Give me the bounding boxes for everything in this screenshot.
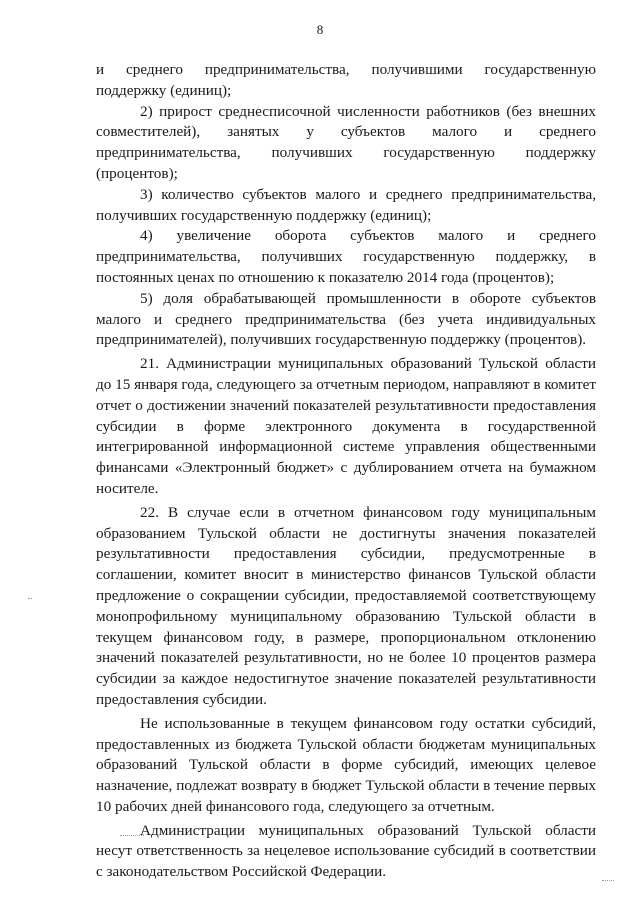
list-item-2: 2) прирост среднесписочной численности работников (без внешних совместителей), занятых у субъектов малого и среднего предпринимательства, получивших государственную поддержку (процентов); [96, 102, 596, 182]
page-number: 8 [316, 22, 324, 37]
list-item-5: 5) доля обрабатывающей промышленности в обороте субъектов малого и среднего предпринимательства (без учета индивидуальных предпринимателей), получивших государственную поддержку (процентов). [96, 289, 596, 349]
list-item-3: 3) количество субъектов малого и среднего предпринимательства, получивших государственную поддержку (единиц); [96, 185, 596, 224]
clause-21: 21. Администрации муниципальных образований Тульской области до 15 января года, следующего за отчетным периодом, направляют в комитет отчет о достижении значений показателей результативности предоставления субсидии в форме электронного документа в государственной интегрированной информационной системе управления общественными финансами «Электронный бюджет» с дублированием отчета на бумажном носителе. [96, 355, 596, 497]
document-body [96, 60, 596, 883]
scan-artifact [120, 835, 144, 836]
scan-artifact [602, 880, 614, 881]
clause-22: 22. В случае если в отчетном финансовом году муниципальным образованием Тульской области не достигнуты значения показателей результативности предоставления субсидии, предусмотренные в соглашении, комитет вносит в министерство финансов Тульской области предложение о сокращении субсидии, предоставляемой соответствующему монопрофильному муниципальному образованию Тульской области в текущем финансовом году, в размере, пропорциональном отклонению значений показателей результативности, но не более 10 процентов размера субсидии за каждое недостигнутое значение показателей результативности предоставления субсидии. [96, 503, 596, 708]
paragraph-responsibility: Администрации муниципальных образований Тульской области несут ответственность за нецелевое использование субсидий в соответствии с законодательством Российской Федерации. [96, 821, 596, 881]
list-item-4: 4) увеличение оборота субъектов малого и среднего предпринимательства, получивших государственную поддержку, в постоянных ценах по отношению к показателю 2014 года (процентов); [96, 227, 596, 286]
scan-artifact [28, 598, 32, 599]
paragraph-unused-balances: Не использованные в текущем финансовом году остатки субсидий, предоставленных из бюджета Тульской области бюджетам муниципальных образований Тульской области в форме субсидий, имеющих целевое назначение, подлежат возврату в бюджет Тульской области в течение первых 10 рабочих дней финансового года, следующего за отчетным. [96, 714, 596, 815]
paragraph-continuation: и среднего предпринимательства, получившими государственную поддержку (единиц); [96, 61, 596, 99]
